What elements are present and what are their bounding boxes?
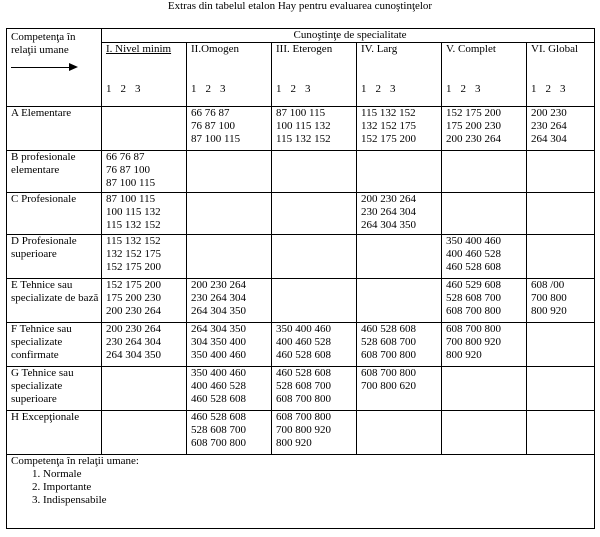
score-cell [357, 323, 442, 367]
score-line: 350 400 460 [446, 235, 501, 247]
score-cell [357, 107, 442, 151]
score-line: 608 700 800 [191, 437, 246, 449]
score-cell [272, 151, 357, 193]
score-cell [187, 235, 272, 279]
sub-column-numbers [276, 83, 320, 95]
score-cell [527, 279, 595, 323]
score-line: 200 230 264 [446, 133, 501, 145]
score-line: 460 528 608 [276, 367, 331, 379]
score-line: 152 175 200 [106, 261, 161, 273]
table-row [7, 151, 595, 193]
score-cell [102, 107, 187, 151]
score-cell [527, 411, 595, 455]
score-cell [527, 151, 595, 193]
hay-evaluation-table [6, 28, 595, 529]
sub-column-number: 3 [560, 83, 566, 95]
score-line: 350 400 460 [276, 323, 331, 335]
score-cell [187, 367, 272, 411]
score-cell [442, 151, 527, 193]
row-label: B profesionale elementare [7, 151, 102, 193]
level-header-4 [357, 43, 442, 107]
score-line: 264 304 350 [191, 323, 246, 335]
table-row [7, 367, 595, 411]
sub-column-number: 2 [290, 83, 296, 95]
score-line: 800 920 [276, 437, 312, 449]
legend-item: 3. Indispensabile [43, 494, 594, 507]
sub-column-number: 2 [375, 83, 381, 95]
sub-column-number: 3 [220, 83, 226, 95]
score-line: 264 304 350 [361, 219, 416, 231]
score-cell [272, 323, 357, 367]
score-line: 175 200 230 [446, 120, 501, 132]
score-cell [527, 107, 595, 151]
score-cell [102, 323, 187, 367]
row-label: G Tehnice sau specializate superioare [7, 367, 102, 411]
score-line: 230 264 304 [361, 206, 416, 218]
table-row [7, 411, 595, 455]
score-line: 100 115 132 [106, 206, 161, 218]
score-cell [357, 193, 442, 235]
sub-column-number: 3 [390, 83, 396, 95]
score-line: 115 132 152 [276, 133, 331, 145]
score-line: 115 132 152 [106, 219, 161, 231]
score-line: 115 132 152 [361, 107, 416, 119]
score-cell [442, 193, 527, 235]
sub-column-number: 2 [120, 83, 126, 95]
score-line: 400 460 528 [191, 380, 246, 392]
score-line: 800 920 [446, 349, 482, 361]
score-cell [272, 235, 357, 279]
legend-heading: Competenţa în relaţii umane: [11, 455, 139, 467]
table-row [7, 235, 595, 279]
level-label: IV. Larg [361, 43, 398, 55]
sub-column-number: 1 [361, 83, 367, 95]
level-label: II.Omogen [191, 43, 239, 55]
row-label: C Profesionale [7, 193, 102, 235]
sub-column-number: 1 [191, 83, 197, 95]
sub-column-number: 1 [106, 83, 112, 95]
score-line: 700 800 620 [361, 380, 416, 392]
score-line: 528 608 700 [191, 424, 246, 436]
score-cell [442, 235, 527, 279]
score-line: 460 528 608 [361, 323, 416, 335]
row-label: F Tehnice sau specializate confirmate [7, 323, 102, 367]
score-cell [102, 279, 187, 323]
score-cell [357, 367, 442, 411]
score-line: 400 460 528 [446, 248, 501, 260]
score-cell [102, 367, 187, 411]
sub-column-number: 2 [205, 83, 211, 95]
score-line: 400 460 528 [276, 336, 331, 348]
score-line: 800 920 [531, 305, 567, 317]
level-label: VI. Global [531, 43, 579, 55]
sub-column-number: 1 [276, 83, 282, 95]
score-cell [527, 367, 595, 411]
score-line: 608 700 800 [361, 367, 416, 379]
score-cell [272, 193, 357, 235]
score-cell [102, 193, 187, 235]
score-cell [272, 367, 357, 411]
score-line: 152 175 200 [106, 279, 161, 291]
score-line: 350 400 460 [191, 349, 246, 361]
score-line: 152 175 200 [361, 133, 416, 145]
score-cell [357, 235, 442, 279]
corner-label: Competenţa în relaţii umane [11, 31, 76, 56]
sub-column-numbers [531, 83, 575, 95]
score-line: 528 608 700 [276, 380, 331, 392]
score-line: 200 230 264 [191, 279, 246, 291]
score-cell [357, 279, 442, 323]
score-line: 608 700 800 [446, 323, 501, 335]
level-header-2 [187, 43, 272, 107]
score-line: 200 230 264 [106, 323, 161, 335]
score-line: 200 230 [531, 107, 567, 119]
level-header-3 [272, 43, 357, 107]
score-line: 230 264 304 [106, 336, 161, 348]
legend-item: 2. Importante [43, 481, 594, 494]
score-line: 66 76 87 [191, 107, 230, 119]
score-cell [527, 193, 595, 235]
score-cell [272, 279, 357, 323]
level-label: III. Eterogen [276, 43, 333, 55]
corner-header [7, 29, 102, 107]
score-cell [527, 235, 595, 279]
table-row [7, 279, 595, 323]
level-header-1 [102, 43, 187, 107]
row-label: E Tehnice sau specializate de bază [7, 279, 102, 323]
sub-column-number: 3 [135, 83, 141, 95]
score-cell [357, 151, 442, 193]
score-line: 608 700 800 [276, 411, 331, 423]
score-cell [102, 411, 187, 455]
score-cell [187, 107, 272, 151]
legend-list [11, 468, 594, 507]
score-cell [102, 151, 187, 193]
score-line: 200 230 264 [106, 305, 161, 317]
score-line: 264 304 350 [106, 349, 161, 361]
score-cell [527, 323, 595, 367]
score-line: 152 175 200 [446, 107, 501, 119]
score-line: 66 76 87 [106, 151, 145, 163]
score-line: 230 264 304 [191, 292, 246, 304]
sub-column-number: 2 [460, 83, 466, 95]
score-cell [442, 367, 527, 411]
score-line: 528 608 700 [361, 336, 416, 348]
sub-column-number: 3 [305, 83, 311, 95]
super-header: Cunoştinţe de specialitate [102, 29, 595, 43]
sub-column-number: 3 [475, 83, 481, 95]
sub-column-numbers [106, 83, 150, 95]
table-row [7, 193, 595, 235]
score-cell [187, 411, 272, 455]
table-row [7, 107, 595, 151]
score-line: 230 264 [531, 120, 567, 132]
score-line: 76 87 100 [191, 120, 235, 132]
score-cell [272, 411, 357, 455]
score-line: 76 87 100 [106, 164, 150, 176]
score-line: 700 800 920 [446, 336, 501, 348]
score-line: 608 700 800 [361, 349, 416, 361]
score-cell [442, 279, 527, 323]
sub-column-number: 1 [446, 83, 452, 95]
score-line: 87 100 115 [106, 193, 156, 205]
sub-column-number: 2 [545, 83, 551, 95]
score-cell [187, 193, 272, 235]
level-header-6 [527, 43, 595, 107]
score-cell [187, 323, 272, 367]
score-line: 460 528 608 [191, 393, 246, 405]
score-line: 175 200 230 [106, 292, 161, 304]
score-line: 460 528 608 [276, 349, 331, 361]
score-line: 87 100 115 [276, 107, 326, 119]
row-label: H Excepţionale [7, 411, 102, 455]
table-row [7, 323, 595, 367]
footer-legend [7, 455, 595, 529]
score-cell [102, 235, 187, 279]
score-line: 460 528 608 [191, 411, 246, 423]
row-label: A Elementare [7, 107, 102, 151]
score-cell [357, 411, 442, 455]
score-line: 608 700 800 [446, 305, 501, 317]
score-line: 132 152 175 [361, 120, 416, 132]
sub-column-numbers [191, 83, 235, 95]
level-label: V. Complet [446, 43, 496, 55]
score-cell [442, 323, 527, 367]
score-cell [442, 107, 527, 151]
document-title: Extras din tabelul etalon Hay pentru evaluarea cunoştinţelor [167, 0, 433, 12]
score-line: 528 608 700 [446, 292, 501, 304]
score-cell [272, 107, 357, 151]
score-line: 700 800 920 [276, 424, 331, 436]
score-line: 264 304 350 [191, 305, 246, 317]
sub-column-numbers [361, 83, 405, 95]
score-line: 460 529 608 [446, 279, 501, 291]
score-line: 350 400 460 [191, 367, 246, 379]
score-line: 115 132 152 [106, 235, 161, 247]
score-line: 608 /00 [531, 279, 565, 291]
score-line: 87 100 115 [191, 133, 241, 145]
score-cell [442, 411, 527, 455]
legend-item: 1. Normale [43, 468, 594, 481]
sub-column-numbers [446, 83, 490, 95]
score-line: 264 304 [531, 133, 567, 145]
score-line: 460 528 608 [446, 261, 501, 273]
level-label: I. Nivel minim [106, 43, 172, 55]
score-line: 87 100 115 [106, 177, 156, 189]
row-label: D Profesionale superioare [7, 235, 102, 279]
sub-column-number: 1 [531, 83, 537, 95]
score-line: 700 800 [531, 292, 567, 304]
score-line: 100 115 132 [276, 120, 331, 132]
score-line: 304 350 400 [191, 336, 246, 348]
score-line: 132 152 175 [106, 248, 161, 260]
right-arrow-icon [11, 61, 101, 75]
score-cell [187, 279, 272, 323]
level-header-5 [442, 43, 527, 107]
score-line: 608 700 800 [276, 393, 331, 405]
score-cell [187, 151, 272, 193]
score-line: 200 230 264 [361, 193, 416, 205]
